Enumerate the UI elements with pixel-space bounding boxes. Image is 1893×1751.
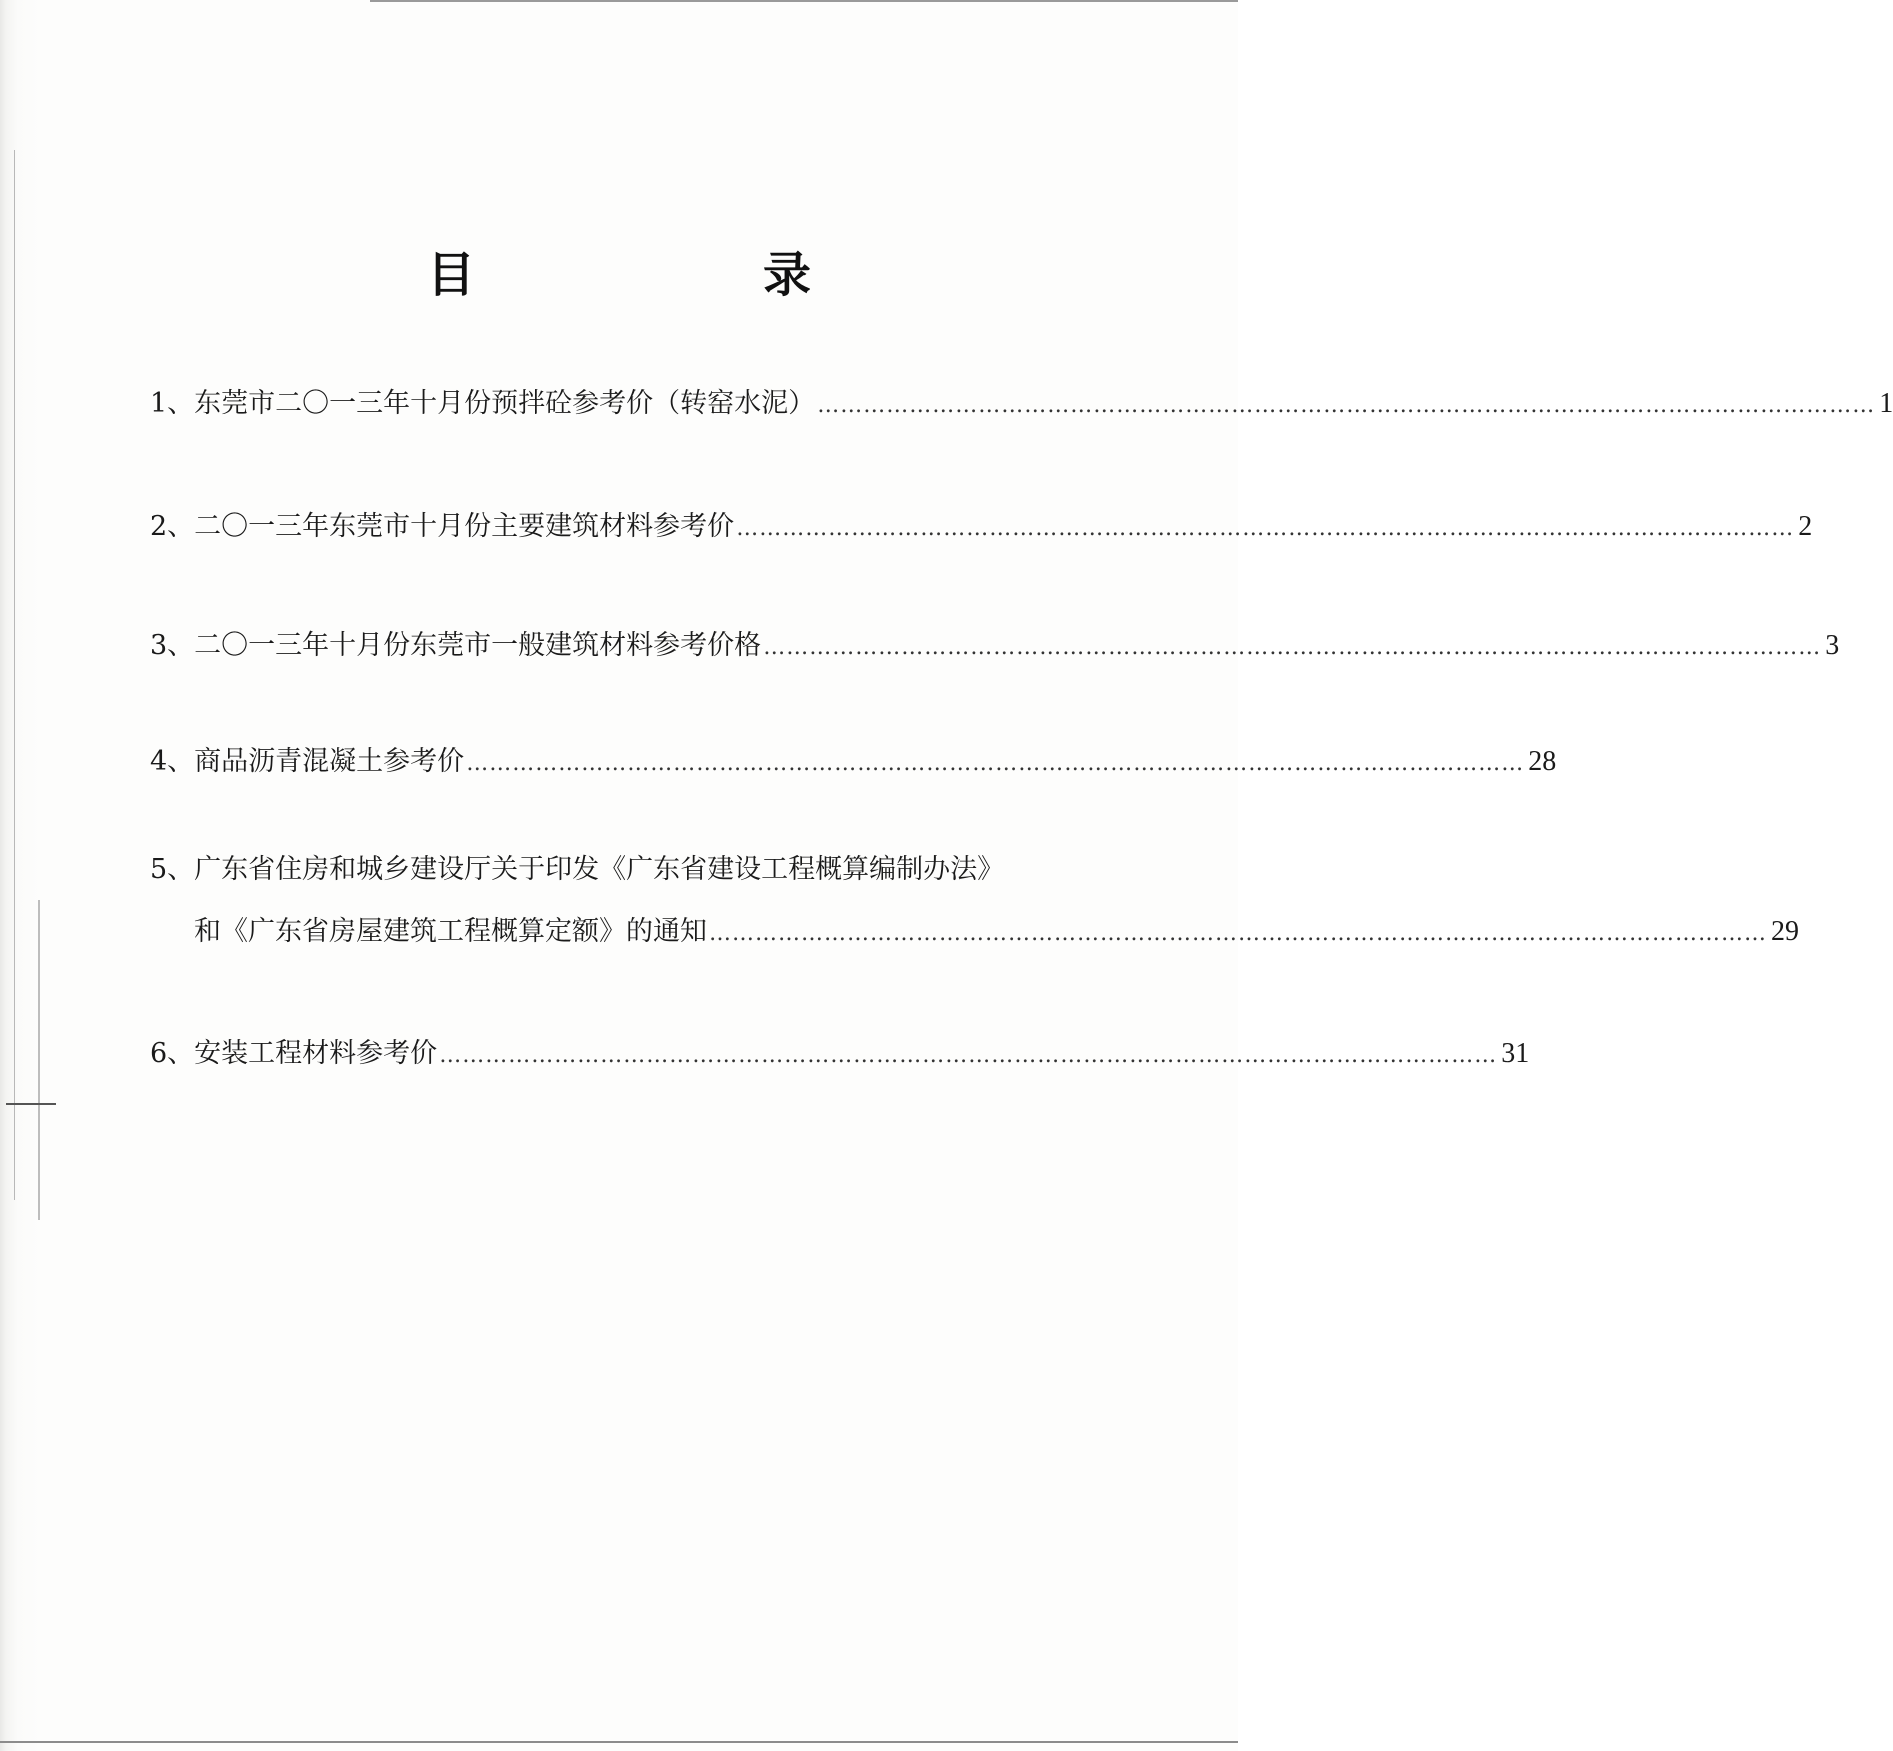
toc-page-number: 28 [1528,746,1557,777]
toc-entry-4 [150,740,1557,784]
toc-entry-6 [150,1032,1530,1076]
toc-page-number: 1 [1879,388,1893,419]
toc-entry-5-line-2 [194,910,1799,954]
toc-entry-2 [150,505,1813,549]
toc-leader-dots: ………………………………………………………………………………………………………………………… [763,635,1822,660]
scan-edge-tick [6,1103,56,1105]
toc-leader-dots: ………………………………………………………………………………………………………………………… [439,1043,1498,1068]
toc-entry-label: 4、商品沥青混凝土参考价 [150,746,465,777]
toc-leader-dots: ………………………………………………………………………………………………………………………… [817,393,1876,418]
toc-page-number: 29 [1771,916,1799,947]
toc-entry-1 [150,382,1893,426]
toc-entry-5-line-1: 5、广东省住房和城乡建设厅关于印发《广东省建设工程概算编制办法》 [150,854,1005,885]
toc-entry-label: 3、二〇一三年十月份东莞市一般建筑材料参考价格 [150,630,762,661]
toc-leader-dots: ………………………………………………………………………………………………………………………… [709,921,1767,946]
toc-page-number: 3 [1825,630,1840,661]
scan-fold-line-lower [38,900,40,1220]
scan-top-rule [370,0,1238,2]
toc-page-number: 31 [1501,1038,1530,1069]
toc-entry-label: 和《广东省房屋建筑工程概算定额》的通知 [194,916,707,947]
toc-entry-3 [150,624,1840,668]
toc-entry-label: 1、东莞市二〇一三年十月份预拌砼参考价（转窑水泥） [150,388,816,419]
scan-fold-line [14,150,15,1200]
toc-entry-label: 2、二〇一三年东莞市十月份主要建筑材料参考价 [150,511,735,542]
toc-entry-label: 6、安装工程材料参考价 [150,1038,438,1069]
toc-leader-dots: ………………………………………………………………………………………………………………………… [736,516,1795,541]
scan-bottom-rule [0,1741,1238,1743]
toc-title: 目 录 [426,247,931,303]
toc-leader-dots: ………………………………………………………………………………………………………………………… [466,751,1525,776]
toc-page-number: 2 [1798,511,1813,542]
